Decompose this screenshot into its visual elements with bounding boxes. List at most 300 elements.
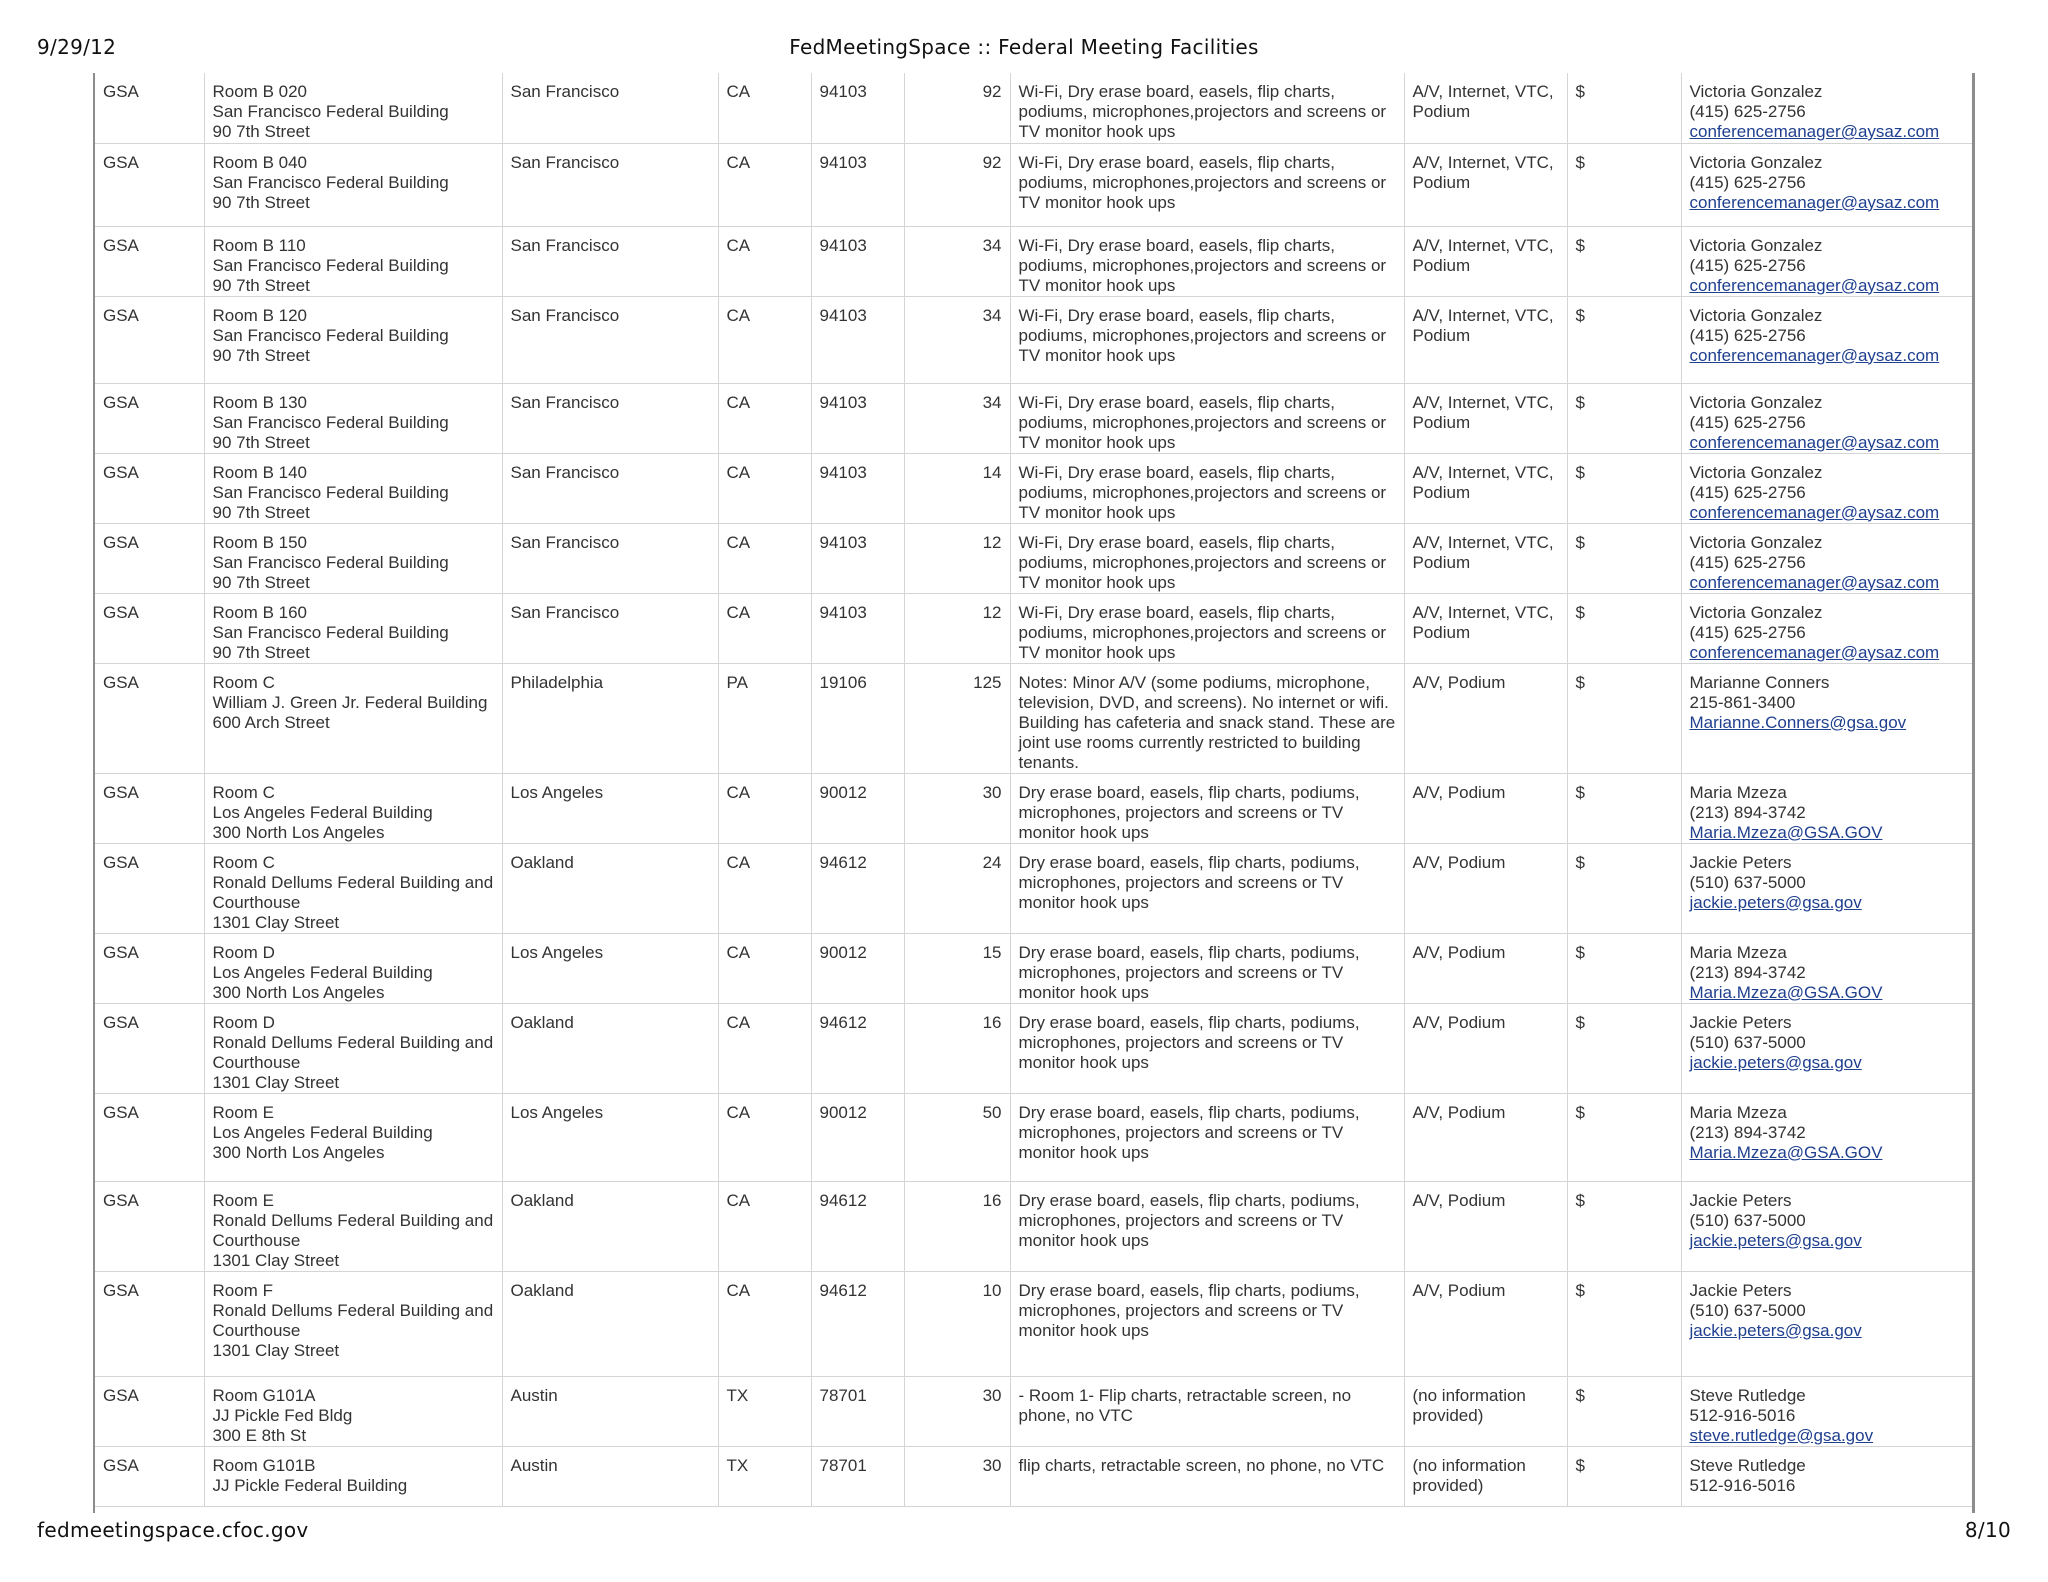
agency-cell: GSA [95, 1181, 204, 1271]
room-line: San Francisco Federal Building [212, 482, 449, 502]
room-line: San Francisco Federal Building [212, 102, 449, 121]
state-cell: CA [718, 1003, 811, 1093]
agency-cell: GSA [95, 73, 204, 143]
zip-cell: 78701 [811, 1376, 904, 1446]
room-cell [204, 1376, 502, 1446]
room-cell [204, 73, 502, 143]
cost-cell: $ [1567, 1446, 1681, 1506]
contact-line: Victoria Gonzalez [1689, 532, 1823, 552]
print-date: 9/29/12 [37, 35, 117, 59]
contact-cell [1681, 1003, 1974, 1093]
contact-email-link[interactable]: conferencemanager@aysaz.com [1689, 345, 1940, 365]
room-cell [204, 1003, 502, 1093]
room-cell [204, 843, 502, 933]
room-line: 90 7th Street [212, 192, 310, 212]
table-row [95, 773, 1974, 843]
room-cell [204, 933, 502, 1003]
features-cell: Dry erase board, easels, flip charts, podiums, microphones, projectors and screens or TV monitor hook ups [1010, 1181, 1404, 1271]
contact-email-link[interactable]: conferencemanager@aysaz.com [1689, 572, 1940, 592]
capacity-cell: 16 [904, 1003, 1010, 1093]
contact-email-link[interactable]: Marianne.Conners@gsa.gov [1689, 712, 1907, 732]
room-cell [204, 143, 502, 226]
city-cell: Austin [502, 1376, 718, 1446]
state-cell: CA [718, 843, 811, 933]
cost-cell: $ [1567, 933, 1681, 1003]
state-cell: CA [718, 73, 811, 143]
city-cell: Oakland [502, 843, 718, 933]
room-line: Room B 040 [212, 152, 307, 172]
contact-line: (415) 625-2756 [1689, 325, 1806, 345]
room-line: Room C [212, 672, 275, 692]
capacity-cell: 34 [904, 296, 1010, 383]
contact-line: Steve Rutledge [1689, 1455, 1806, 1475]
room-line: Room B 020 [212, 82, 307, 101]
table-row [95, 383, 1974, 453]
room-cell [204, 1271, 502, 1376]
table-row [95, 933, 1974, 1003]
room-line: Room B 140 [212, 462, 307, 482]
capacity-cell: 30 [904, 1446, 1010, 1506]
contact-email-link[interactable]: steve.rutledge@gsa.gov [1689, 1425, 1874, 1445]
zip-cell: 90012 [811, 1093, 904, 1181]
state-cell: TX [718, 1376, 811, 1446]
av-cell: A/V, Internet, VTC, Podium [1404, 593, 1567, 663]
av-cell: (no information provided) [1404, 1446, 1567, 1506]
room-line: Ronald Dellums Federal Building and Courthouse [212, 1032, 494, 1072]
room-line: Room D [212, 942, 275, 962]
contact-line: (415) 625-2756 [1689, 102, 1806, 121]
contact-cell [1681, 453, 1974, 523]
state-cell: CA [718, 523, 811, 593]
av-cell: A/V, Internet, VTC, Podium [1404, 143, 1567, 226]
state-cell: CA [718, 143, 811, 226]
room-line: William J. Green Jr. Federal Building [212, 692, 488, 712]
room-cell [204, 383, 502, 453]
cost-cell: $ [1567, 593, 1681, 663]
city-cell: San Francisco [502, 523, 718, 593]
contact-line: Victoria Gonzalez [1689, 462, 1823, 482]
room-line: 90 7th Street [212, 432, 310, 452]
cost-cell: $ [1567, 1376, 1681, 1446]
contact-email-link[interactable]: jackie.peters@gsa.gov [1689, 1230, 1862, 1250]
contact-line: (415) 625-2756 [1689, 172, 1806, 192]
agency-cell: GSA [95, 226, 204, 296]
city-cell: Philadelphia [502, 663, 718, 773]
contact-line: (415) 625-2756 [1689, 622, 1806, 642]
room-line: San Francisco Federal Building [212, 412, 449, 432]
contact-line: Maria Mzeza [1689, 1102, 1787, 1122]
room-line: 600 Arch Street [212, 712, 330, 732]
room-cell [204, 773, 502, 843]
room-cell [204, 523, 502, 593]
contact-line: (213) 894-3742 [1689, 802, 1806, 822]
room-line: 90 7th Street [212, 345, 310, 365]
features-cell: - Room 1- Flip charts, retractable screen, no phone, no VTC [1010, 1376, 1404, 1446]
av-cell: A/V, Podium [1404, 773, 1567, 843]
city-cell: Austin [502, 1446, 718, 1506]
room-line: Los Angeles Federal Building [212, 962, 433, 982]
agency-cell: GSA [95, 1376, 204, 1446]
zip-cell: 94612 [811, 1003, 904, 1093]
contact-cell [1681, 523, 1974, 593]
room-line: 90 7th Street [212, 275, 310, 295]
room-line: San Francisco Federal Building [212, 172, 449, 192]
room-line: Ronald Dellums Federal Building and Courthouse [212, 1210, 494, 1250]
contact-cell [1681, 1093, 1974, 1181]
contact-email-link[interactable]: jackie.peters@gsa.gov [1689, 892, 1862, 912]
room-line: Los Angeles Federal Building [212, 802, 433, 822]
av-cell: A/V, Podium [1404, 1003, 1567, 1093]
room-line: Room B 150 [212, 532, 307, 552]
room-line: Room E [212, 1190, 274, 1210]
cost-cell: $ [1567, 453, 1681, 523]
zip-cell: 90012 [811, 933, 904, 1003]
state-cell: CA [718, 296, 811, 383]
city-cell: San Francisco [502, 73, 718, 143]
zip-cell: 94103 [811, 383, 904, 453]
agency-cell: GSA [95, 1446, 204, 1506]
contact-line: (415) 625-2756 [1689, 412, 1806, 432]
room-line: 300 E 8th St [212, 1425, 307, 1445]
cost-cell: $ [1567, 1271, 1681, 1376]
room-line: Ronald Dellums Federal Building and Courthouse [212, 872, 494, 912]
features-cell: Wi-Fi, Dry erase board, easels, flip charts, podiums, microphones,projectors and screens or TV monitor hook ups [1010, 453, 1404, 523]
contact-cell [1681, 933, 1974, 1003]
agency-cell: GSA [95, 933, 204, 1003]
av-cell: A/V, Podium [1404, 933, 1567, 1003]
room-line: Room F [212, 1280, 273, 1300]
contact-line: Marianne Conners [1689, 672, 1830, 692]
capacity-cell: 50 [904, 1093, 1010, 1181]
room-line: 90 7th Street [212, 572, 310, 592]
state-cell: PA [718, 663, 811, 773]
agency-cell: GSA [95, 143, 204, 226]
zip-cell: 94103 [811, 296, 904, 383]
contact-line: Victoria Gonzalez [1689, 392, 1823, 412]
room-line: San Francisco Federal Building [212, 325, 449, 345]
capacity-cell: 34 [904, 383, 1010, 453]
features-cell: Wi-Fi, Dry erase board, easels, flip charts, podiums, microphones,projectors and screens or TV monitor hook ups [1010, 143, 1404, 226]
contact-email-link[interactable]: Maria.Mzeza@GSA.GOV [1689, 1142, 1883, 1162]
capacity-cell: 10 [904, 1271, 1010, 1376]
state-cell: CA [718, 1271, 811, 1376]
features-cell: Wi-Fi, Dry erase board, easels, flip charts, podiums, microphones,projectors and screens or TV monitor hook ups [1010, 593, 1404, 663]
av-cell: A/V, Podium [1404, 843, 1567, 933]
av-cell: A/V, Podium [1404, 663, 1567, 773]
table-row [95, 1271, 1974, 1376]
contact-email-link[interactable]: conferencemanager@aysaz.com [1689, 275, 1940, 295]
city-cell: San Francisco [502, 296, 718, 383]
room-cell [204, 1446, 502, 1506]
table-row [95, 1003, 1974, 1093]
contact-line: Steve Rutledge [1689, 1385, 1806, 1405]
zip-cell: 78701 [811, 1446, 904, 1506]
cost-cell: $ [1567, 296, 1681, 383]
table-row [95, 1446, 1974, 1506]
table-row [95, 663, 1974, 773]
state-cell: TX [718, 1446, 811, 1506]
page-title: FedMeetingSpace :: Federal Meeting Facilities [789, 35, 1259, 59]
state-cell: CA [718, 1181, 811, 1271]
capacity-cell: 16 [904, 1181, 1010, 1271]
contact-line: Jackie Peters [1689, 1280, 1792, 1300]
capacity-cell: 12 [904, 593, 1010, 663]
contact-line: (213) 894-3742 [1689, 962, 1806, 982]
contact-email-link[interactable]: conferencemanager@aysaz.com [1689, 502, 1940, 522]
contact-cell [1681, 226, 1974, 296]
contact-line: (213) 894-3742 [1689, 1122, 1806, 1142]
agency-cell: GSA [95, 1003, 204, 1093]
features-cell: Wi-Fi, Dry erase board, easels, flip charts, podiums, microphones,projectors and screens or TV monitor hook ups [1010, 296, 1404, 383]
agency-cell: GSA [95, 383, 204, 453]
table-row [95, 523, 1974, 593]
features-cell: flip charts, retractable screen, no phone, no VTC [1010, 1446, 1404, 1506]
features-cell: Dry erase board, easels, flip charts, podiums, microphones, projectors and screens or TV monitor hook ups [1010, 1271, 1404, 1376]
room-line: 90 7th Street [212, 502, 310, 522]
contact-cell [1681, 1181, 1974, 1271]
room-line: 1301 Clay Street [212, 1072, 340, 1092]
state-cell: CA [718, 383, 811, 453]
room-line: JJ Pickle Federal Building [212, 1475, 408, 1495]
contact-cell [1681, 663, 1974, 773]
capacity-cell: 92 [904, 73, 1010, 143]
av-cell: A/V, Podium [1404, 1271, 1567, 1376]
av-cell: (no information provided) [1404, 1376, 1567, 1446]
room-line: Room G101B [212, 1455, 316, 1475]
contact-line: Victoria Gonzalez [1689, 152, 1823, 172]
facilities-table [95, 73, 1974, 1507]
city-cell: Oakland [502, 1181, 718, 1271]
contact-email-link[interactable]: jackie.peters@gsa.gov [1689, 1052, 1862, 1072]
room-cell [204, 296, 502, 383]
features-cell: Dry erase board, easels, flip charts, podiums, microphones, projectors and screens or TV monitor hook ups [1010, 843, 1404, 933]
zip-cell: 94103 [811, 593, 904, 663]
cost-cell: $ [1567, 383, 1681, 453]
city-cell: Oakland [502, 1271, 718, 1376]
facilities-table-container [93, 73, 1975, 1513]
room-line: San Francisco Federal Building [212, 552, 449, 572]
contact-email-link[interactable]: conferencemanager@aysaz.com [1689, 642, 1940, 662]
zip-cell: 94612 [811, 1271, 904, 1376]
city-cell: Oakland [502, 1003, 718, 1093]
capacity-cell: 14 [904, 453, 1010, 523]
city-cell: Los Angeles [502, 1093, 718, 1181]
contact-email-link[interactable]: conferencemanager@aysaz.com [1689, 432, 1940, 452]
contact-cell [1681, 843, 1974, 933]
cost-cell: $ [1567, 143, 1681, 226]
city-cell: San Francisco [502, 593, 718, 663]
room-cell [204, 1181, 502, 1271]
contact-cell [1681, 73, 1974, 143]
capacity-cell: 12 [904, 523, 1010, 593]
contact-line: (510) 637-5000 [1689, 1300, 1806, 1320]
city-cell: San Francisco [502, 226, 718, 296]
cost-cell: $ [1567, 523, 1681, 593]
room-line: 300 North Los Angeles [212, 982, 385, 1002]
contact-cell [1681, 1446, 1974, 1506]
contact-email-link[interactable]: jackie.peters@gsa.gov [1689, 1320, 1862, 1340]
zip-cell: 94612 [811, 843, 904, 933]
state-cell: CA [718, 593, 811, 663]
table-row [95, 843, 1974, 933]
room-line: Room C [212, 782, 275, 802]
room-cell [204, 226, 502, 296]
room-line: Room E [212, 1102, 274, 1122]
agency-cell: GSA [95, 1093, 204, 1181]
room-cell [204, 1093, 502, 1181]
features-cell: Dry erase board, easels, flip charts, podiums, microphones, projectors and screens or TV monitor hook ups [1010, 1003, 1404, 1093]
city-cell: San Francisco [502, 143, 718, 226]
contact-line: Victoria Gonzalez [1689, 305, 1823, 325]
room-line: Ronald Dellums Federal Building and Courthouse [212, 1300, 494, 1340]
contact-line: (415) 625-2756 [1689, 552, 1806, 572]
contact-email-link[interactable]: conferencemanager@aysaz.com [1689, 122, 1940, 141]
capacity-cell: 30 [904, 1376, 1010, 1446]
features-cell: Wi-Fi, Dry erase board, easels, flip charts, podiums, microphones,projectors and screens or TV monitor hook ups [1010, 383, 1404, 453]
table-row [95, 143, 1974, 226]
state-cell: CA [718, 1093, 811, 1181]
room-line: 300 North Los Angeles [212, 1142, 385, 1162]
features-cell: Dry erase board, easels, flip charts, podiums, microphones, projectors and screens or TV monitor hook ups [1010, 933, 1404, 1003]
contact-cell [1681, 1376, 1974, 1446]
state-cell: CA [718, 933, 811, 1003]
contact-line: Maria Mzeza [1689, 942, 1787, 962]
zip-cell: 94103 [811, 73, 904, 143]
contact-line: 512-916-5016 [1689, 1405, 1796, 1425]
room-line: Room B 120 [212, 305, 307, 325]
capacity-cell: 92 [904, 143, 1010, 226]
agency-cell: GSA [95, 1271, 204, 1376]
av-cell: A/V, Internet, VTC, Podium [1404, 226, 1567, 296]
city-cell: San Francisco [502, 453, 718, 523]
room-line: Room C [212, 852, 275, 872]
room-line: 300 North Los Angeles [212, 822, 385, 842]
room-line: 1301 Clay Street [212, 1250, 340, 1270]
contact-line: Victoria Gonzalez [1689, 602, 1823, 622]
cost-cell: $ [1567, 1181, 1681, 1271]
contact-line: (510) 637-5000 [1689, 1032, 1806, 1052]
contact-cell [1681, 1271, 1974, 1376]
table-row [95, 73, 1974, 143]
contact-cell [1681, 383, 1974, 453]
room-cell [204, 453, 502, 523]
agency-cell: GSA [95, 663, 204, 773]
av-cell: A/V, Internet, VTC, Podium [1404, 523, 1567, 593]
contact-line: (510) 637-5000 [1689, 872, 1806, 892]
features-cell: Wi-Fi, Dry erase board, easels, flip charts, podiums, microphones,projectors and screens or TV monitor hook ups [1010, 226, 1404, 296]
room-line: Room G101A [212, 1385, 316, 1405]
contact-email-link[interactable]: Maria.Mzeza@GSA.GOV [1689, 982, 1883, 1002]
room-line: San Francisco Federal Building [212, 255, 449, 275]
contact-cell [1681, 773, 1974, 843]
room-line: Room B 160 [212, 602, 307, 622]
contact-line: Maria Mzeza [1689, 782, 1787, 802]
room-line: 90 7th Street [212, 642, 310, 662]
cost-cell: $ [1567, 663, 1681, 773]
features-cell: Wi-Fi, Dry erase board, easels, flip charts, podiums, microphones,projectors and screens or TV monitor hook ups [1010, 523, 1404, 593]
cost-cell: $ [1567, 73, 1681, 143]
zip-cell: 90012 [811, 773, 904, 843]
room-line: 90 7th Street [212, 122, 310, 141]
room-line: Room D [212, 1012, 275, 1032]
room-cell [204, 593, 502, 663]
cost-cell: $ [1567, 1093, 1681, 1181]
zip-cell: 94103 [811, 143, 904, 226]
room-line: JJ Pickle Fed Bldg [212, 1405, 353, 1425]
city-cell: San Francisco [502, 383, 718, 453]
page-number: 8/10 [1964, 1518, 2011, 1542]
room-cell [204, 663, 502, 773]
contact-cell [1681, 143, 1974, 226]
contact-line: Jackie Peters [1689, 1190, 1792, 1210]
contact-line: (415) 625-2756 [1689, 482, 1806, 502]
state-cell: CA [718, 226, 811, 296]
room-line: 1301 Clay Street [212, 1340, 340, 1360]
av-cell: A/V, Internet, VTC, Podium [1404, 73, 1567, 143]
agency-cell: GSA [95, 523, 204, 593]
features-cell: Notes: Minor A/V (some podiums, microphone, television, DVD, and screens). No internet or wifi. Building has cafeteria and snack stand. These are joint use rooms currently restricted to building tenants. [1010, 663, 1404, 773]
state-cell: CA [718, 773, 811, 843]
table-row [95, 453, 1974, 523]
av-cell: A/V, Internet, VTC, Podium [1404, 383, 1567, 453]
capacity-cell: 15 [904, 933, 1010, 1003]
table-row [95, 1093, 1974, 1181]
city-cell: Los Angeles [502, 773, 718, 843]
contact-line: Jackie Peters [1689, 852, 1792, 872]
zip-cell: 19106 [811, 663, 904, 773]
contact-line: Victoria Gonzalez [1689, 235, 1823, 255]
av-cell: A/V, Podium [1404, 1181, 1567, 1271]
agency-cell: GSA [95, 843, 204, 933]
contact-cell [1681, 296, 1974, 383]
room-line: Room B 130 [212, 392, 307, 412]
footer-site-url: fedmeetingspace.cfoc.gov [37, 1518, 309, 1542]
zip-cell: 94103 [811, 523, 904, 593]
cost-cell: $ [1567, 843, 1681, 933]
agency-cell: GSA [95, 296, 204, 383]
capacity-cell: 34 [904, 226, 1010, 296]
contact-line: (415) 625-2756 [1689, 255, 1806, 275]
agency-cell: GSA [95, 593, 204, 663]
table-row [95, 593, 1974, 663]
contact-line: 512-916-5016 [1689, 1475, 1796, 1495]
features-cell: Dry erase board, easels, flip charts, podiums, microphones, projectors and screens or TV monitor hook ups [1010, 773, 1404, 843]
capacity-cell: 30 [904, 773, 1010, 843]
capacity-cell: 24 [904, 843, 1010, 933]
room-line: 1301 Clay Street [212, 912, 340, 932]
capacity-cell: 125 [904, 663, 1010, 773]
cost-cell: $ [1567, 226, 1681, 296]
contact-email-link[interactable]: Maria.Mzeza@GSA.GOV [1689, 822, 1883, 842]
zip-cell: 94103 [811, 453, 904, 523]
agency-cell: GSA [95, 773, 204, 843]
contact-line: (510) 637-5000 [1689, 1210, 1806, 1230]
contact-line: Jackie Peters [1689, 1012, 1792, 1032]
room-line: Los Angeles Federal Building [212, 1122, 433, 1142]
contact-cell [1681, 593, 1974, 663]
city-cell: Los Angeles [502, 933, 718, 1003]
cost-cell: $ [1567, 773, 1681, 843]
contact-email-link[interactable]: conferencemanager@aysaz.com [1689, 192, 1940, 212]
cost-cell: $ [1567, 1003, 1681, 1093]
features-cell: Dry erase board, easels, flip charts, podiums, microphones, projectors and screens or TV monitor hook ups [1010, 1093, 1404, 1181]
state-cell: CA [718, 453, 811, 523]
av-cell: A/V, Internet, VTC, Podium [1404, 296, 1567, 383]
av-cell: A/V, Internet, VTC, Podium [1404, 453, 1567, 523]
table-row [95, 296, 1974, 383]
contact-line: Victoria Gonzalez [1689, 82, 1823, 101]
table-row [95, 1181, 1974, 1271]
